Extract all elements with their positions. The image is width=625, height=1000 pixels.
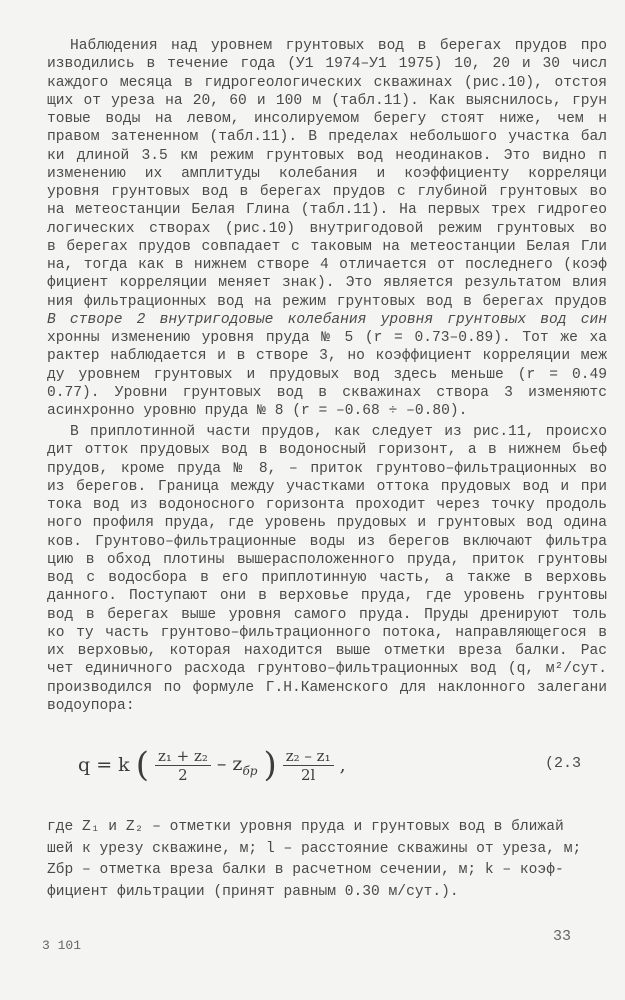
print-code: 3 101 [42, 938, 82, 953]
text-line: изменению их амплитуды колебания и коэффициенту корреляци [47, 165, 607, 182]
text-line: фициент фильтрации (принят равным 0.30 м/сут.). [47, 883, 459, 900]
text-line: ния фильтрационных вод на режим грунтовых вод в берегах прудов [47, 293, 607, 310]
text-line: на, тогда как в нижнем створе 4 отличается от последнего (коэф [47, 257, 607, 273]
text-line: 0.77). Уровни грунтовых вод в скважинах створа 3 изменяютс [47, 384, 607, 401]
text-line: хронны изменению уровня пруда № 5 (r = 0.73–0.89). Тот же ха [47, 330, 607, 346]
text-line: в берегах прудов совпадает с таковым на метеостанции Белая Гли [47, 238, 607, 255]
fraction-denominator: 2l [301, 765, 316, 784]
text-line: Наблюдения над уровнем грунтовых вод в берегах прудов про [70, 38, 607, 54]
text-line: товые воды на левом, инсолируемом берегу стоят ниже, чем н [47, 111, 607, 127]
equation-number: (2.3 [545, 755, 582, 772]
text-line: рактер наблюдается и в створе 3, но коэффициент корреляции меж [47, 348, 607, 365]
minus-z: – z [216, 752, 243, 775]
text-line: шей к урезу скважине, м; l – расстояние скважины от уреза, м; [47, 840, 582, 857]
text-line: ков. Грунтово–фильтрационные воды из берегов включают фильтра [47, 533, 607, 550]
formula-lhs: q = k [78, 754, 130, 776]
formula-comma: , [339, 754, 346, 776]
text-line: тока вод из водоносного горизонта проходит через точку продоль [47, 497, 607, 513]
text-line: производился по формуле Г.Н.Каменского для наклонного залегани [47, 679, 607, 696]
text-line: водоупора: [47, 697, 135, 714]
text-line: ду уровнем грунтовых и прудовых вод здесь меньше (r = 0.49 [47, 366, 607, 383]
text-line: вод с водосбора в его приплотинную часть, а также в верховь [47, 570, 607, 586]
text-line: из берегов. Граница между участками оттока прудовых вод и при [47, 478, 607, 495]
subscript-br: бр [242, 763, 258, 778]
fraction-denominator: 2 [178, 765, 188, 784]
text-line: щих от уреза на 20, 60 и 100 м (табл.11). Как выяснилось, грун [47, 92, 607, 109]
text-line: их верховью, которая находится выше отметки вреза балки. Рас [47, 643, 607, 659]
text-line: В створе 2 внутригодовые колебания уровня грунтовых вод син [47, 311, 607, 328]
formula-fraction-1 [155, 747, 211, 784]
text-line: правом затененном (табл.11). В пределах небольшого участка бал [47, 129, 607, 146]
text-line: фициент корреляции меняет знак). Это является результатом влия [47, 275, 607, 292]
text-line: уровня грунтовых вод в берегах прудов с глубиной грунтовых во [47, 184, 607, 200]
text-line: ко ту часть грунтово–фильтрационного потока, направляющегося в [47, 624, 607, 641]
text-line: ного профиля пруда, где уровень прудовых и грунтовых вод одина [47, 515, 607, 532]
text-line: данного. Поступают они в верховье пруда, где уровень грунтовы [47, 588, 607, 605]
text-line: на метеостанции Белая Глина (табл.11). На первых трех гидрогео [47, 202, 607, 219]
text-line: где Z₁ и Z₂ – отметки уровня пруда и грунтовых вод в ближай [47, 819, 564, 835]
formula-fraction-2 [283, 747, 334, 784]
formula-minus-term [217, 753, 258, 778]
text-line: логических створах (рис.10) внутригодовой режим грунтовых во [47, 220, 607, 237]
text-line: вод в берегах выше уровня самого пруда. Пруды дренируют толь [47, 606, 607, 623]
text-line: изводились в течение года (У1 1974–У1 1975) 10, 20 и 30 числ [47, 56, 607, 73]
text-line: чет единичного расхода грунтово–фильтрационных вод (q, м²/сут. [47, 661, 607, 678]
text-line: ки длиной 3.5 км режим грунтовых вод неодинаков. Это видно п [47, 147, 607, 164]
formula-paren-close: ) [263, 745, 277, 785]
text-line: каждого месяца в гидрогеологических скважинах (рис.10), отстоя [47, 74, 607, 91]
text-line: цию в обход плотины вышерасположенного пруда, приток грунтовы [47, 551, 607, 568]
page-number: 33 [553, 928, 572, 945]
text-line: В приплотинной части прудов, как следует из рис.11, происхо [70, 424, 607, 440]
fraction-numerator: z₂ – z₁ [283, 747, 334, 766]
fraction-numerator: z₁ + z₂ [155, 747, 211, 766]
text-line: прудов, кроме пруда № 8, – приток грунтово–фильтрационных во [47, 460, 607, 477]
formula-kamensky [78, 745, 346, 785]
text-line: дит отток прудовых вод в водоносный горизонт, а в нижнем бьеф [47, 442, 607, 459]
formula-paren-open: ( [135, 745, 149, 785]
text-line: асинхронно уровню пруда № 8 (r = –0.68 ÷ –0.80). [47, 403, 468, 419]
text-line: Zбр – отметка вреза балки в расчетном сечении, м; k – коэф- [47, 862, 564, 878]
